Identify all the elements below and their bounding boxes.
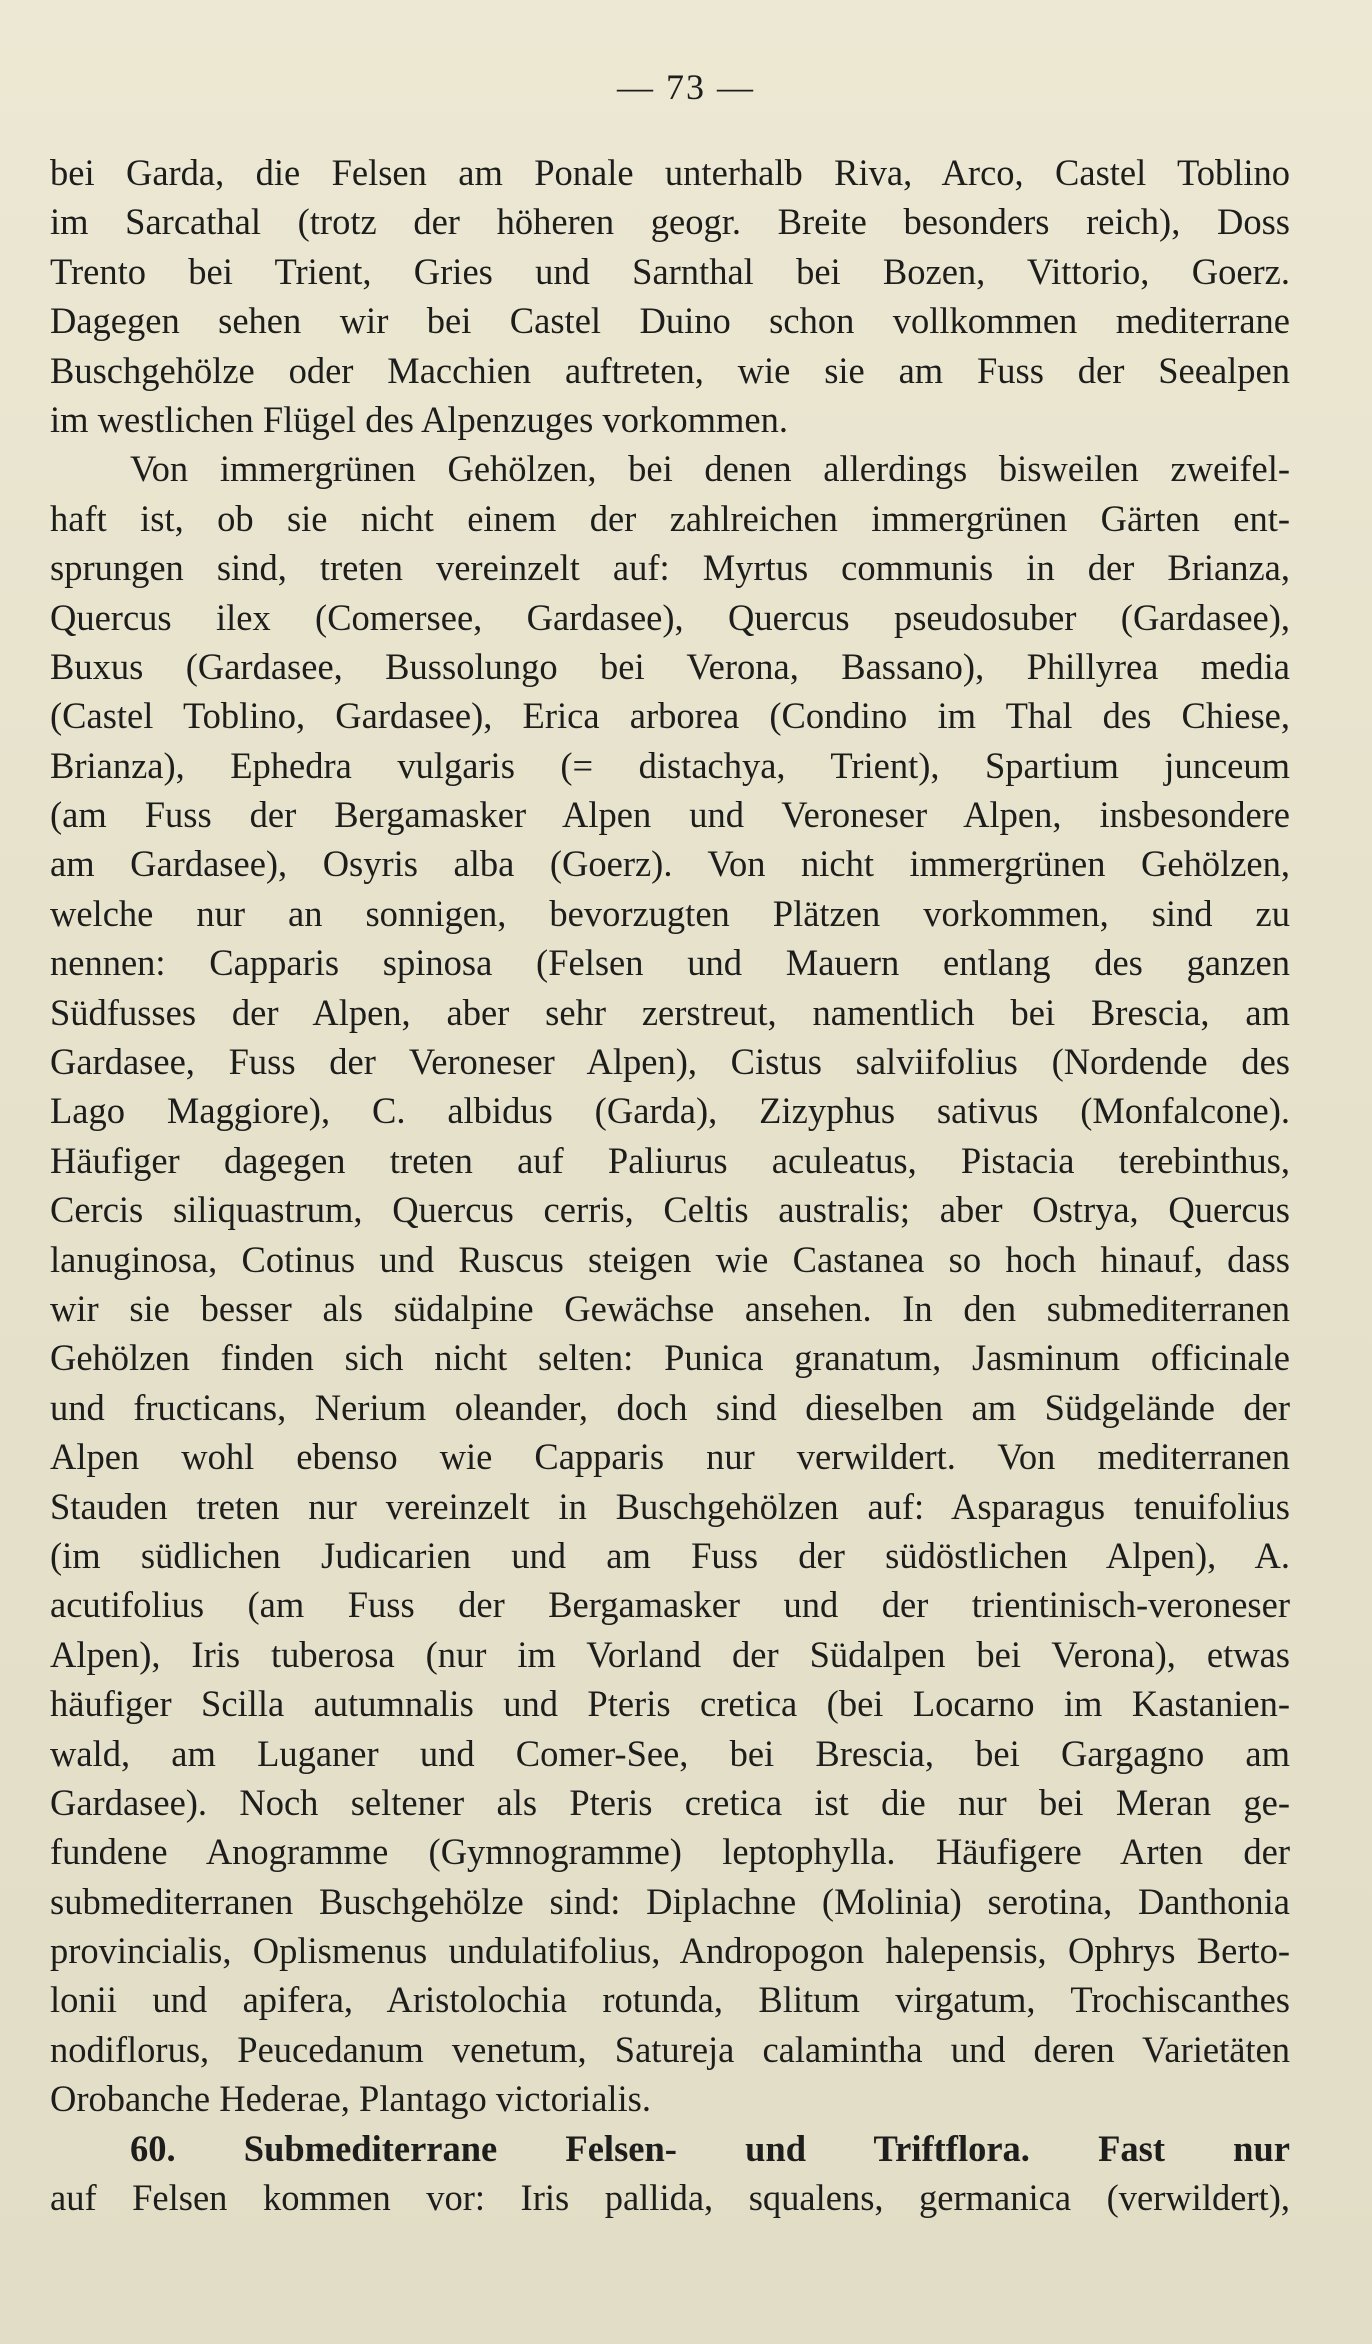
text-line: Buschgehölze oder Macchien auftreten, wie sie am Fuss der Seealpen: [50, 349, 1290, 391]
text-line: Stauden treten nur vereinzelt in Buschgehölzen auf: Asparagus tenuifolius: [50, 1485, 1290, 1527]
text-line: nodiflorus, Peucedanum venetum, Satureja calamintha und deren Varietäten: [50, 2028, 1290, 2070]
text-line: Gehölzen finden sich nicht selten: Punica granatum, Jasminum officinale: [50, 1337, 1290, 1379]
text-line: Cercis siliquastrum, Quercus cerris, Celtis australis; aber Ostrya, Quercus: [50, 1189, 1290, 1231]
text-line: (am Fuss der Bergamasker Alpen und Veroneser Alpen, insbesondere: [50, 794, 1290, 836]
body-text: [50, 148, 1290, 2222]
text-line: fundene Anogramme (Gymnogramme) leptophylla. Häufigere Arten der: [50, 1831, 1290, 1873]
text-line: acutifolius (am Fuss der Bergamasker und der trientinisch-veroneser: [50, 1584, 1290, 1626]
text-line: wald, am Luganer und Comer-See, bei Brescia, bei Gargagno am: [50, 1732, 1290, 1774]
text-line: Quercus ilex (Comersee, Gardasee), Quercus pseudosuber (Gardasee),: [50, 596, 1290, 638]
text-line: Dagegen sehen wir bei Castel Duino schon vollkommen mediterrane: [50, 300, 1290, 342]
text-line: Alpen), Iris tuberosa (nur im Vorland der Südalpen bei Verona), etwas: [50, 1633, 1290, 1675]
text-line: lonii und apifera, Aristolochia rotunda, Blitum virgatum, Trochiscanthes: [50, 1979, 1290, 2021]
page-number: — 73 —: [617, 67, 755, 107]
text-line: im Sarcathal (trotz der höheren geogr. Breite besonders reich), Doss: [50, 201, 1290, 243]
text-line: Von immergrünen Gehölzen, bei denen allerdings bisweilen zweifel-: [130, 448, 1290, 490]
text-line: sprungen sind, treten vereinzelt auf: Myrtus communis in der Brianza,: [50, 547, 1290, 589]
text-line: Gardasee, Fuss der Veroneser Alpen), Cistus salviifolius (Nordende des: [50, 1041, 1290, 1083]
text-line: Buxus (Gardasee, Bussolungo bei Verona, Bassano), Phillyrea media: [50, 645, 1290, 687]
text-line: welche nur an sonnigen, bevorzugten Plätzen vorkommen, sind zu: [50, 892, 1290, 934]
text-line: Gardasee). Noch seltener als Pteris cretica ist die nur bei Meran ge-: [50, 1781, 1290, 1823]
text-line: bei Garda, die Felsen am Ponale unterhalb Riva, Arco, Castel Toblino: [50, 152, 1290, 193]
text-line: am Gardasee), Osyris alba (Goerz). Von nicht immergrünen Gehölzen,: [50, 843, 1290, 885]
text-line: auf Felsen kommen vor: Iris pallida, squalens, germanica (verwildert),: [50, 2177, 1290, 2219]
text-line: Häufiger dagegen treten auf Paliurus aculeatus, Pistacia terebinthus,: [50, 1139, 1290, 1181]
text-line: wir sie besser als südalpine Gewächse ansehen. In den submediterranen: [50, 1287, 1290, 1329]
text-line: nennen: Capparis spinosa (Felsen und Mauern entlang des ganzen: [50, 942, 1290, 984]
text-line: (im südlichen Judicarien und am Fuss der südöstlichen Alpen), A.: [50, 1534, 1290, 1576]
text-line: lanuginosa, Cotinus und Ruscus steigen wie Castanea so hoch hinauf, dass: [50, 1238, 1290, 1280]
text-line: Trento bei Trient, Gries und Sarnthal bei Bozen, Vittorio, Goerz.: [50, 250, 1290, 292]
text-line: Alpen wohl ebenso wie Capparis nur verwildert. Von mediterranen: [50, 1436, 1290, 1478]
text-line: submediterranen Buschgehölze sind: Diplachne (Molinia) serotina, Danthonia: [50, 1880, 1290, 1922]
text-line: häufiger Scilla autumnalis und Pteris cretica (bei Locarno im Kastanien-: [50, 1683, 1290, 1725]
text-line: Lago Maggiore), C. albidus (Garda), Zizyphus sativus (Monfalcone).: [50, 1090, 1290, 1132]
text-line: haft ist, ob sie nicht einem der zahlreichen immergrünen Gärten ent-: [50, 497, 1290, 539]
text-line: im westlichen Flügel des Alpenzuges vorkommen.: [50, 398, 788, 440]
text-line: und fructicans, Nerium oleander, doch sind dieselben am Südgelände der: [50, 1386, 1290, 1428]
text-line: (Castel Toblino, Gardasee), Erica arborea (Condino im Thal des Chiese,: [50, 695, 1290, 737]
text-line: Orobanche Hederae, Plantago victorialis.: [50, 2078, 652, 2120]
text-line: provincialis, Oplismenus undulatifolius, Andropogon halepensis, Ophrys Berto-: [50, 1930, 1290, 1972]
text-line: Brianza), Ephedra vulgaris (= distachya, Trient), Spartium junceum: [50, 744, 1290, 786]
section-heading: 60. Submediterrane Felsen- und Triftflora. Fast nur: [130, 2127, 1290, 2169]
text-line: Südfusses der Alpen, aber sehr zerstreut, namentlich bei Brescia, am: [50, 991, 1290, 1033]
